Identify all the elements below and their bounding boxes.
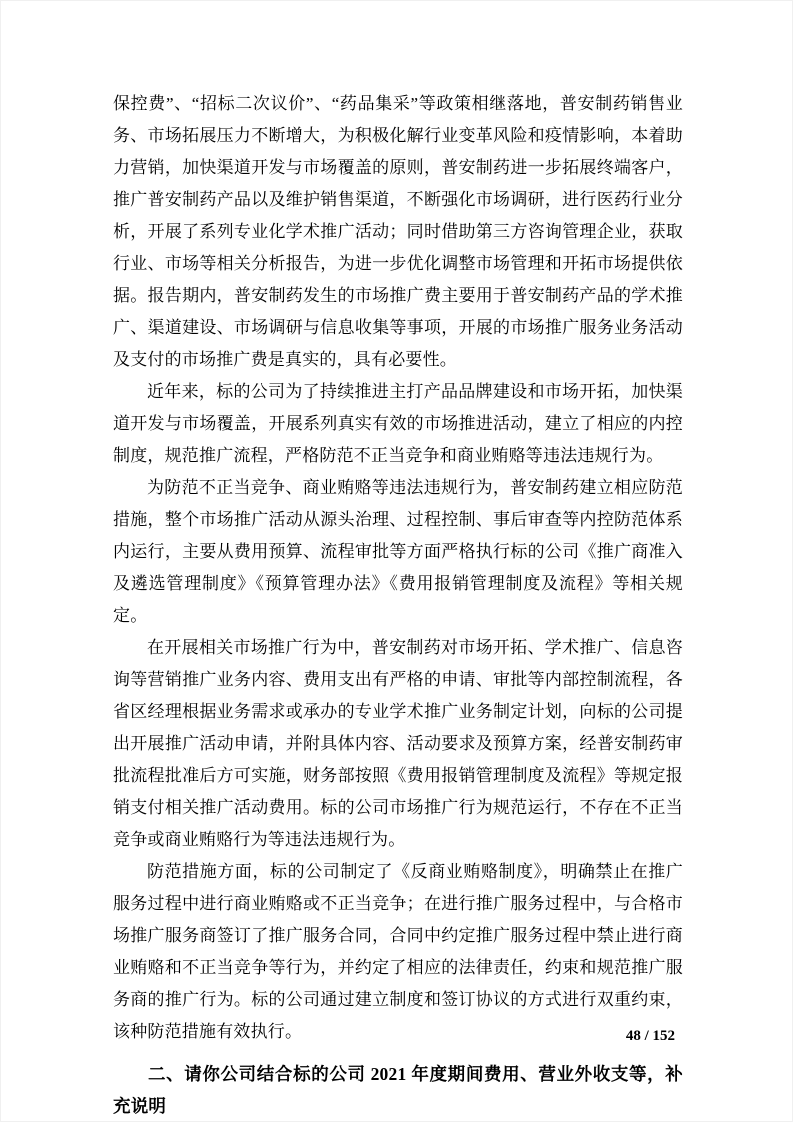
paragraph-internal-control-process: 在开展相关市场推广行为中，普安制药对市场开拓、学术推广、信息咨询等营销推广业务内容、费用支出有严格的申请、审批等内部控制流程，各省区经理根据业务需求或承办的专业学术推广业务制定计划，向标的公司提出开展推广活动申请，并附具体内容、活动要求及预算方案，经普安制药审批流程批准后方可实施，财务部按照《费用报销管理制度及流程》等规定报销支付相关推广活动费用。标的公司市场推广行为规范运行，不存在不正当竞争或商业贿赂行为等违法违规行为。 — [113, 638, 683, 849]
page-number: 48 / 152 — [625, 1028, 675, 1044]
paragraph-policy-impact: 保控费”、“招标二次议价”、“药品集采”等政策相继落地，普安制药销售业务、市场拓展压力不断增大，为积极化解行业变革风险和疫情影响，本着助力营销，加快渠道开发与市场覆盖的原则，普安制药进一步拓展终端客户，推广普安制药产品以及维护销售渠道，不断强化市场调研，进行医药行业分析，开展了系列专业化学术推广活动；同时借助第三方咨询管理企业，获取行业、市场等相关分析报告，为进一步优化调整市场管理和开拓市场提供依据。报告期内，普安制药发生的市场推广费主要用于普安制药产品的学术推广、渠道建设、市场调研与信息收集等事项，开展的市场推广服务业务活动及支付的市场推广费是真实的，具有必要性。 — [113, 94, 683, 369]
paragraph-anti-bribery-measures: 防范措施方面，标的公司制定了《反商业贿赂制度》，明确禁止在推广服务过程中进行商业贿赂或不正当竞争；在进行推广服务过程中，与合格市场推广服务商签订了推广服务合同，合同中约定推广服务过程中禁止进行商业贿赂和不正当竞争等行为，并约定了相应的法律责任，约束和规范推广服务商的推广行为。标的公司通过建立制度和签订协议的方式进行双重约束，该种防范措施有效执行。 — [113, 862, 683, 1041]
page-content — [113, 88, 683, 1122]
paragraph-brand-building: 近年来，标的公司为了持续推进主打产品品牌建设和市场开拓，加快渠道开发与市场覆盖，开展系列真实有效的市场推进活动，建立了相应的内控制度，规范推广流程，严格防范不正当竞争和商业贿赂等违法违规行为。 — [113, 382, 683, 465]
section-heading: 二、请你公司结合标的公司 2021 年度期间费用、营业外收支等，补充说明 — [113, 1064, 683, 1116]
paragraph-prevention-system: 为防范不正当竞争、商业贿赂等违法违规行为，普安制药建立相应防范措施，整个市场推广活动从源头治理、过程控制、事后审查等内控防范体系内运行，主要从费用预算、流程审批等方面严格执行标的公司《推广商准入及遴选管理制度》《预算管理办法》《费用报销管理制度及流程》等相关规定。 — [113, 478, 683, 625]
